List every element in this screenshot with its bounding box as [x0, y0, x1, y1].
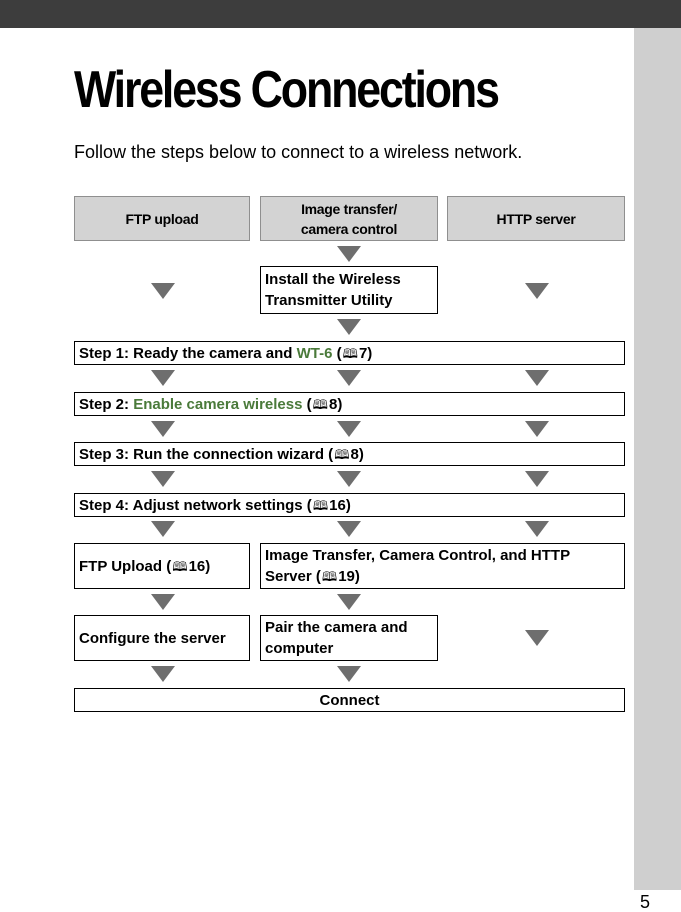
- header-image-line1: Image transfer/: [301, 200, 397, 217]
- step2-box: [74, 392, 625, 416]
- intro-text: Follow the steps below to connect to a wireless network.: [74, 142, 523, 162]
- step1-box: [74, 341, 625, 365]
- step1-prefix: Step 1: Ready the camera and: [79, 344, 297, 362]
- image-transfer-ref-close: ): [354, 568, 360, 585]
- book-reference-icon: 🕮: [172, 558, 188, 574]
- step3-ref-page: 8: [350, 445, 359, 463]
- install-line1: Install the Wireless: [265, 271, 401, 288]
- step2-prefix: Step 2:: [79, 395, 134, 413]
- step3-ref-close: ): [358, 445, 364, 463]
- image-transfer-line1: Image Transfer, Camera Control, and HTTP: [265, 547, 571, 564]
- configure-text: Configure the server: [79, 629, 226, 647]
- down-arrow-icon: [337, 370, 361, 386]
- down-arrow-icon: [337, 319, 361, 335]
- step2-ref-open: (: [302, 395, 312, 413]
- down-arrow-icon: [337, 666, 361, 682]
- down-arrow-icon: [151, 370, 175, 386]
- install-line2: Transmitter Utility: [265, 292, 393, 309]
- down-arrow-icon: [337, 471, 361, 487]
- connect-text: Connect: [319, 691, 380, 709]
- step1-ref-close: ): [367, 344, 373, 362]
- connect-box: [74, 688, 625, 712]
- image-transfer-box: [260, 543, 625, 589]
- step1-highlight: WT-6: [296, 344, 333, 362]
- ftp-upload-ref-close: ): [205, 557, 211, 575]
- step1-ref-page: 7: [358, 344, 368, 362]
- side-tab: [634, 28, 681, 890]
- down-arrow-icon: [525, 421, 549, 437]
- header-http-server: [447, 196, 625, 241]
- install-utility-box: [260, 266, 438, 314]
- down-arrow-icon: [525, 630, 549, 646]
- step1-ref-open: (: [332, 344, 342, 362]
- image-transfer-line2: [265, 566, 360, 587]
- book-reference-icon: 🕮: [312, 396, 328, 412]
- step4-box: [74, 493, 625, 517]
- down-arrow-icon: [151, 666, 175, 682]
- down-arrow-icon: [525, 471, 549, 487]
- pair-line1: Pair the camera and: [265, 619, 408, 636]
- header-http-label: HTTP server: [496, 210, 576, 227]
- step3-text: Step 3: Run the connection wizard (: [79, 445, 334, 463]
- step4-ref-close: ): [345, 496, 351, 514]
- book-reference-icon: 🕮: [334, 446, 350, 462]
- pair-camera-box: [260, 615, 438, 661]
- top-bar: [0, 0, 681, 28]
- header-image-transfer: [260, 196, 438, 241]
- step4-ref-page: 16: [329, 496, 346, 514]
- down-arrow-icon: [151, 521, 175, 537]
- down-arrow-icon: [151, 594, 175, 610]
- step4-text: Step 4: Adjust network settings (: [79, 496, 312, 514]
- down-arrow-icon: [525, 521, 549, 537]
- pair-line2: computer: [265, 640, 334, 657]
- step2-highlight: Enable camera wireless: [133, 395, 303, 413]
- configure-server-box: [74, 615, 250, 661]
- down-arrow-icon: [337, 521, 361, 537]
- ftp-upload-box: [74, 543, 250, 589]
- step2-ref-close: ): [337, 395, 343, 413]
- down-arrow-icon: [151, 421, 175, 437]
- image-transfer-ref-page: 19: [338, 568, 355, 585]
- header-ftp-upload: [74, 196, 250, 241]
- down-arrow-icon: [337, 246, 361, 262]
- header-ftp-label: FTP upload: [125, 210, 199, 227]
- down-arrow-icon: [337, 421, 361, 437]
- book-reference-icon: 🕮: [312, 497, 329, 513]
- step2-ref-page: 8: [328, 395, 338, 413]
- down-arrow-icon: [525, 370, 549, 386]
- book-reference-icon: 🕮: [342, 345, 358, 361]
- step3-box: [74, 442, 625, 466]
- ftp-upload-text: FTP Upload (: [79, 557, 172, 575]
- down-arrow-icon: [151, 471, 175, 487]
- down-arrow-icon: [151, 283, 175, 299]
- image-transfer-line2-text: Server (: [265, 568, 321, 585]
- header-image-line2: camera control: [300, 220, 398, 237]
- down-arrow-icon: [525, 283, 549, 299]
- page-title: Wireless Connections: [74, 61, 498, 119]
- page-number: 5: [640, 892, 651, 912]
- book-reference-icon: 🕮: [321, 569, 338, 584]
- down-arrow-icon: [337, 594, 361, 610]
- ftp-upload-ref-page: 16: [188, 557, 206, 575]
